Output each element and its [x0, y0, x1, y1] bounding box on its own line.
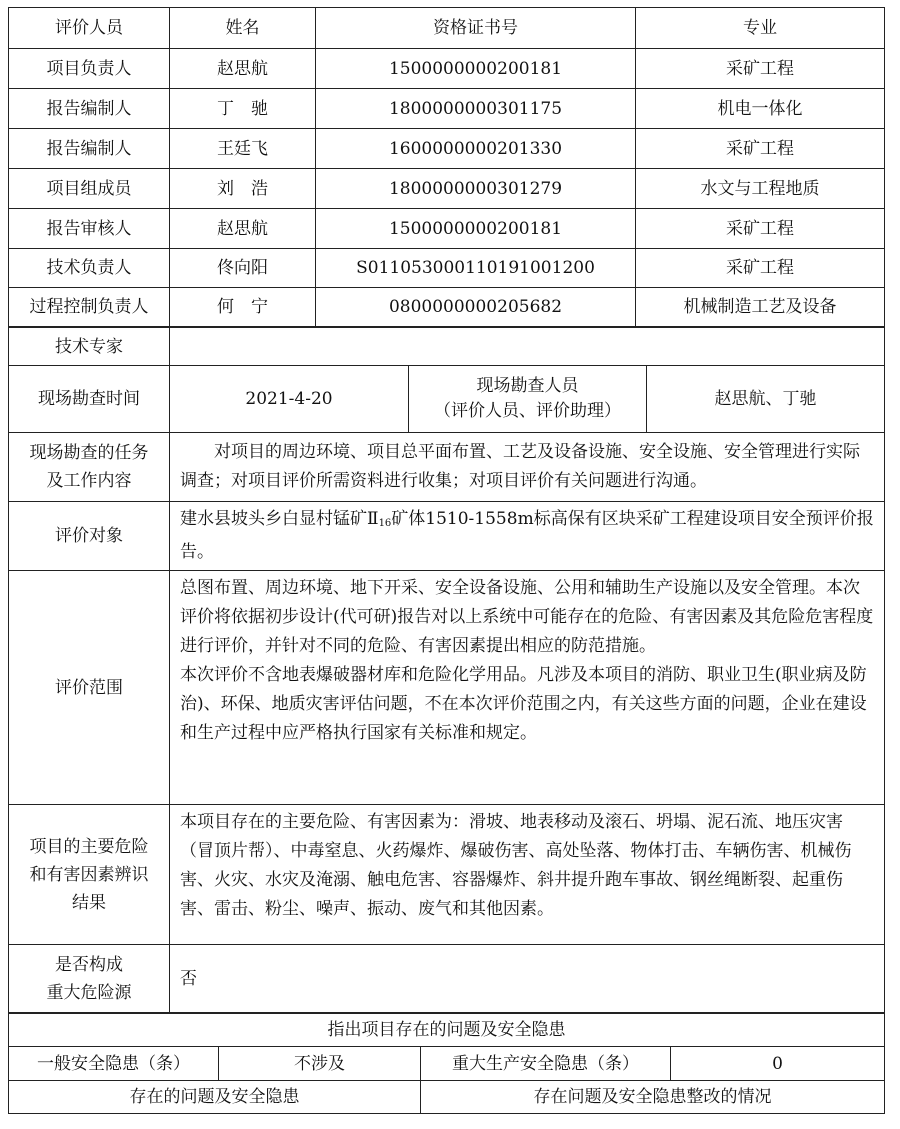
major-hazard-label — [9, 945, 170, 1013]
task-label — [9, 433, 170, 502]
tech-expert-row — [9, 328, 885, 366]
survey-time-value: 2021-4-20 — [170, 366, 409, 433]
role-cell: 报告审核人 — [9, 209, 170, 249]
header-major: 专业 — [636, 8, 885, 49]
major-hazard-label-line1: 是否构成 — [55, 954, 123, 975]
table-row — [9, 288, 885, 327]
personnel-table — [8, 7, 885, 327]
details-table — [8, 327, 885, 1013]
hazards-label — [9, 805, 170, 945]
object-text-after: 矿体1510-1558m标高保有区块采矿工程建设项目安全预评价报告。 — [180, 509, 874, 562]
evaluation-form — [8, 7, 884, 1114]
issues-count-row — [9, 1047, 885, 1081]
survey-people-label-line1: 现场勘查人员 — [476, 376, 579, 396]
hazards-label-line3: 结果 — [72, 892, 106, 913]
major-safety-hazard-label: 重大生产安全隐患（条） — [421, 1047, 671, 1081]
cert-cell: S011053000110191001200 — [316, 249, 636, 288]
tech-expert-value — [170, 328, 885, 366]
major-safety-hazard-value: 0 — [671, 1047, 885, 1081]
survey-people-label-line2: （评价人员、评价助理） — [434, 401, 621, 421]
tech-expert-label: 技术专家 — [9, 328, 170, 366]
role-cell: 过程控制负责人 — [9, 288, 170, 327]
header-role: 评价人员 — [9, 8, 170, 49]
hazards-text: 本项目存在的主要危险、有害因素为：滑坡、地表移动及滚石、坍塌、泥石流、地压灾害（冒顶片帮）、中毒窒息、火药爆炸、爆破伤害、高处坠落、物体打击、车辆伤害、机械伤害、火灾、水灾及淹溺、触电危害、容器爆炸、斜井提升跑车事故、钢丝绳断裂、起重伤害、雷击、粉尘、噪声、振动、废气和其他因素。 — [170, 805, 885, 945]
issues-columns-row — [9, 1081, 885, 1114]
scope-label: 评价范围 — [9, 571, 170, 805]
major-cell: 采矿工程 — [636, 49, 885, 89]
issues-title-row — [9, 1014, 885, 1047]
issues-title: 指出项目存在的问题及安全隐患 — [9, 1014, 885, 1047]
major-cell: 采矿工程 — [636, 129, 885, 169]
table-row — [9, 209, 885, 249]
cert-cell: 0800000000205682 — [316, 288, 636, 327]
major-hazard-label-line2: 重大危险源 — [46, 982, 132, 1003]
name-cell: 何 宁 — [170, 288, 316, 327]
scope-text — [170, 571, 885, 805]
task-label-line1: 现场勘查的任务 — [29, 443, 149, 463]
survey-time-label: 现场勘查时间 — [9, 366, 170, 433]
scope-row — [9, 571, 885, 805]
table-row — [9, 249, 885, 288]
name-cell: 王廷飞 — [170, 129, 316, 169]
name-cell: 刘 浩 — [170, 169, 316, 209]
major-hazard-value: 否 — [170, 945, 885, 1013]
major-cell: 机械制造工艺及设备 — [636, 288, 885, 327]
object-text-sub: 16 — [378, 518, 392, 529]
general-hazard-value: 不涉及 — [219, 1047, 421, 1081]
table-row — [9, 49, 885, 89]
header-name: 姓名 — [170, 8, 316, 49]
role-cell: 项目组成员 — [9, 169, 170, 209]
cert-cell: 1800000000301175 — [316, 89, 636, 129]
object-label: 评价对象 — [9, 502, 170, 571]
object-text — [170, 502, 885, 571]
survey-people-value: 赵思航、丁驰 — [647, 366, 885, 433]
hazards-label-line1: 项目的主要危险 — [29, 836, 149, 857]
issues-column-right: 存在问题及安全隐患整改的情况 — [421, 1081, 885, 1114]
survey-row — [9, 366, 885, 433]
name-cell: 赵思航 — [170, 49, 316, 89]
table-row — [9, 129, 885, 169]
cert-cell: 1800000000301279 — [316, 169, 636, 209]
role-cell: 项目负责人 — [9, 49, 170, 89]
role-cell: 报告编制人 — [9, 89, 170, 129]
major-hazard-row — [9, 945, 885, 1013]
major-cell: 机电一体化 — [636, 89, 885, 129]
survey-people-label — [409, 366, 647, 433]
object-text-before: 建水县坡头乡白显村锰矿Ⅱ — [180, 509, 379, 529]
hazards-label-line2: 和有害因素辨识 — [29, 864, 149, 885]
header-cert: 资格证书号 — [316, 8, 636, 49]
cert-cell: 1500000000200181 — [316, 209, 636, 249]
major-cell: 采矿工程 — [636, 249, 885, 288]
task-text: 对项目的周边环境、项目总平面布置、工艺及设备设施、安全设施、安全管理进行实际调查；对项目评价所需资料进行收集；对项目评价有关问题进行沟通。 — [170, 433, 885, 502]
cert-cell: 1600000000201330 — [316, 129, 636, 169]
general-hazard-label: 一般安全隐患（条） — [9, 1047, 219, 1081]
name-cell: 赵思航 — [170, 209, 316, 249]
task-label-line2: 及工作内容 — [46, 471, 132, 491]
task-row — [9, 433, 885, 502]
hazards-row — [9, 805, 885, 945]
name-cell: 丁 驰 — [170, 89, 316, 129]
role-cell: 技术负责人 — [9, 249, 170, 288]
name-cell: 佟向阳 — [170, 249, 316, 288]
table-row — [9, 169, 885, 209]
issues-table — [8, 1013, 885, 1114]
role-cell: 报告编制人 — [9, 129, 170, 169]
scope-para1: 总图布置、周边环境、地下开采、安全设备设施、公用和辅助生产设施以及安全管理。本次评价将依据初步设计(代可研)报告对以上系统中可能存在的危险、有害因素及其危险危害程度进行评价，并针对不同的危险、有害因素提出相应的防范措施。 — [180, 578, 874, 656]
scope-para2: 本次评价不含地表爆破器材库和危险化学用品。凡涉及本项目的消防、职业卫生(职业病及防治)、环保、地质灾害评估问题，不在本次评价范围之内，有关这些方面的问题，企业在建设和生产过程中应严格执行国家有关标准和规定。 — [180, 665, 867, 743]
issues-column-left: 存在的问题及安全隐患 — [9, 1081, 421, 1114]
major-cell: 水文与工程地质 — [636, 169, 885, 209]
personnel-header-row — [9, 8, 885, 49]
cert-cell: 1500000000200181 — [316, 49, 636, 89]
table-row — [9, 89, 885, 129]
major-cell: 采矿工程 — [636, 209, 885, 249]
object-row — [9, 502, 885, 571]
